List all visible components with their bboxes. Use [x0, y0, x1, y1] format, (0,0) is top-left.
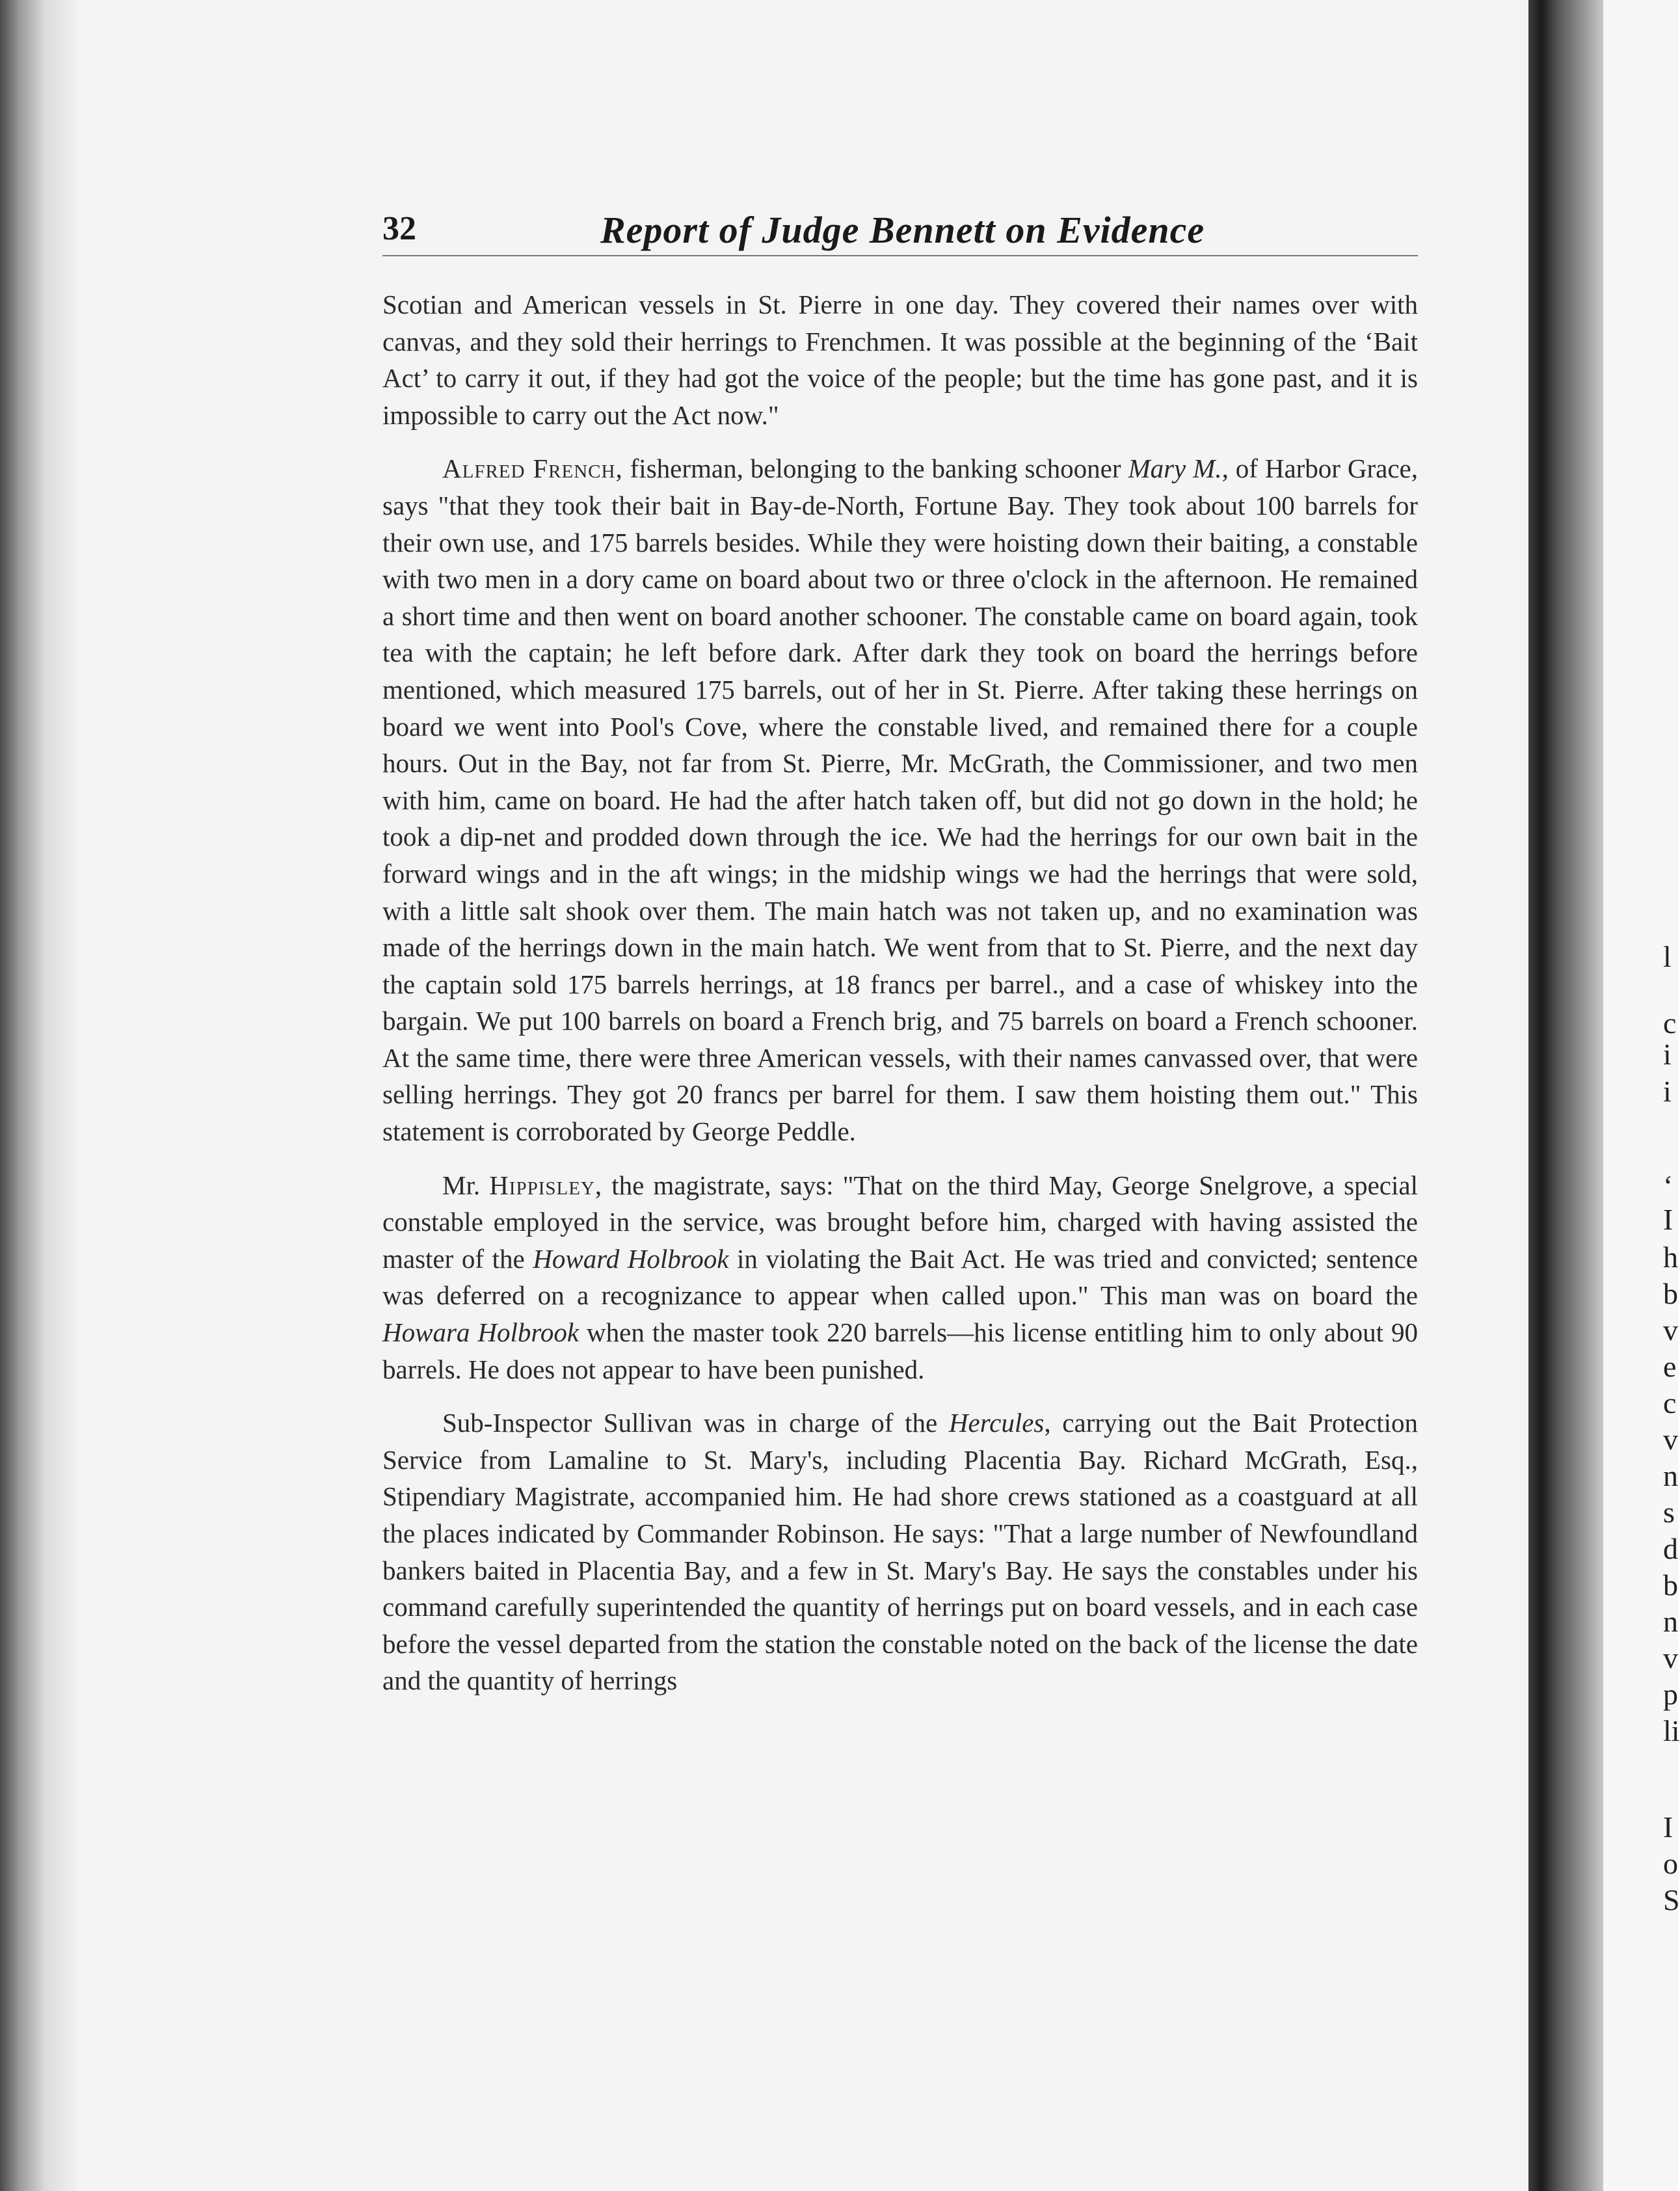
adjacent-page-fragment: i	[1663, 1038, 1672, 1071]
adjacent-page-fragment: I	[1663, 1203, 1673, 1236]
speaker-name: Hippisley,	[489, 1170, 603, 1200]
paragraph-3-prefix: Mr.	[442, 1170, 490, 1200]
adjacent-page-fragment: l	[1663, 940, 1672, 973]
adjacent-page-fragment: e	[1663, 1350, 1677, 1383]
adjacent-page-fragment: i	[1663, 1075, 1672, 1108]
vessel-name: Howard Holbrook	[533, 1243, 729, 1274]
vessel-name: Hercules	[948, 1408, 1045, 1438]
adjacent-page-fragment: s	[1663, 1496, 1675, 1529]
adjacent-page-fragment: n	[1663, 1605, 1678, 1638]
adjacent-page-fragment: p	[1663, 1678, 1678, 1711]
adjacent-page-fragment: b	[1663, 1277, 1678, 1310]
page-number: 32	[382, 210, 416, 247]
paragraph-4-text-b: , carrying out the Bait Protection Service from Lamaline to St. Mary's, including Placentia Bay. Richard McGrath, Esq., Stipendiary Magistrate, accompanied him. He had shore crews stationed as a coastguard at all the places indicated by Commander Robinson. He says: "That a large number of Newfoundland bankers baited in Placentia Bay, and a few in St. Mary's Bay. He says the constables under his command carefully superintended the quantity of herrings put on board vessels, and in each case before the vessel departed from the station the constable noted on the back of the license the date and the quantity of herrings	[382, 1408, 1418, 1696]
paragraph-1-text: Scotian and American vessels in St. Pierre in one day. They covered their names over with canvas, and they sold their herrings to Frenchmen. It was possible at the beginning of the ‘Bait Act’ to carry it out, if they had got the voice of the people; but the time has gone past, and it is impossible to carry out the Act now."	[382, 289, 1418, 430]
paragraph-4-text-a: Sub-Inspector Sullivan was in charge of the	[442, 1408, 949, 1438]
adjacent-page-fragment: I	[1663, 1810, 1673, 1844]
body-text	[382, 286, 1418, 1699]
paragraph-2	[382, 450, 1418, 1149]
speaker-name: Alfred French,	[442, 453, 623, 484]
vessel-name: Mary M.	[1128, 453, 1222, 484]
adjacent-page-fragment: v	[1663, 1641, 1678, 1674]
paragraph-2-text-b: , of Harbor Grace, says "that they took their bait in Bay-de-North, Fortune Bay. They took about 100 barrels for their own use, and 175 barrels besides. While they were hoisting down their baiting, a constable with two men in a dory came on board about two or three o'clock in the afternoon. He remained a short time and then went on board another schooner. The constable came on board again, took tea with the captain; he left before dark. After dark they took on board the herrings before mentioned, which measured 175 barrels, out of her in St. Pierre. After taking these herrings on board we went into Pool's Cove, where the constable lived, and remained there for a couple hours. Out in the Bay, not far from St. Pierre, Mr. McGrath, the Commissioner, and two men with him, came on board. He had the after hatch taken off, but did not go down in the hold; he took a dip-net and prodded down through the ice. We had the herrings for our own bait in the forward wings and in the aft wings; in the midship wings we had the herrings that were sold, with a little salt shook over them. The main hatch was not taken up, and no examination was made of the herrings down in the main hatch. We went from that to St. Pierre, and the next day the captain sold 175 barrels herrings, at 18 francs per barrel., and a case of whiskey into the bargain. We put 100 barrels on board a French brig, and 75 barrels on board a French schooner. At the same time, there were three American vessels, with their names canvassed over, that were selling herrings. They got 20 francs per barrel for them. I saw them hoisting them out." This statement is corroborated by George Peddle.	[382, 453, 1418, 1147]
paragraph-3	[382, 1167, 1418, 1388]
adjacent-page-fragment: c	[1663, 1006, 1677, 1040]
book-spine-shadow	[1528, 0, 1603, 2191]
paragraph-1	[382, 286, 1418, 433]
adjacent-page-fragment: n	[1663, 1459, 1678, 1492]
left-page-edge-shadow	[0, 0, 77, 2191]
adjacent-page-fragment: d	[1663, 1532, 1678, 1565]
adjacent-page-fragment: h	[1663, 1241, 1678, 1274]
adjacent-page-fragment: o	[1663, 1847, 1678, 1880]
paragraph-4	[382, 1405, 1418, 1699]
paragraph-3-text-b: in violating the Bait Act. He was tried and convicted; sentence was deferred on a recognizance to appear when called upon." This man was on board the	[382, 1243, 1419, 1311]
adjacent-page-fragment: b	[1663, 1568, 1678, 1602]
adjacent-page-fragment: v	[1663, 1313, 1678, 1347]
running-title: Report of Judge Bennett on Evidence	[600, 209, 1205, 251]
adjacent-page-edge	[1603, 0, 1678, 2191]
paragraph-2-text-a: fisherman, belonging to the banking schooner	[622, 453, 1128, 484]
paragraph-3-text-c: when the master took 220 barrels—his license entitling him to only about 90 barrels. He does not appear to have been punished.	[382, 1317, 1419, 1384]
adjacent-page-fragment: S	[1663, 1883, 1680, 1916]
adjacent-page-fragment: c	[1663, 1386, 1677, 1419]
paragraph-3-text-a: the magistrate, says: "That on the third May, George Snelgrove, a special constable employed in the service, was brought before him, charged with having assisted the master of the	[382, 1170, 1418, 1274]
adjacent-page-fragment: ‘	[1663, 1169, 1673, 1202]
adjacent-page-fragment: v	[1663, 1423, 1678, 1456]
vessel-name: Howara Holbrook	[382, 1317, 580, 1348]
adjacent-page-fragment: li	[1663, 1714, 1680, 1747]
page-header	[382, 209, 1418, 256]
